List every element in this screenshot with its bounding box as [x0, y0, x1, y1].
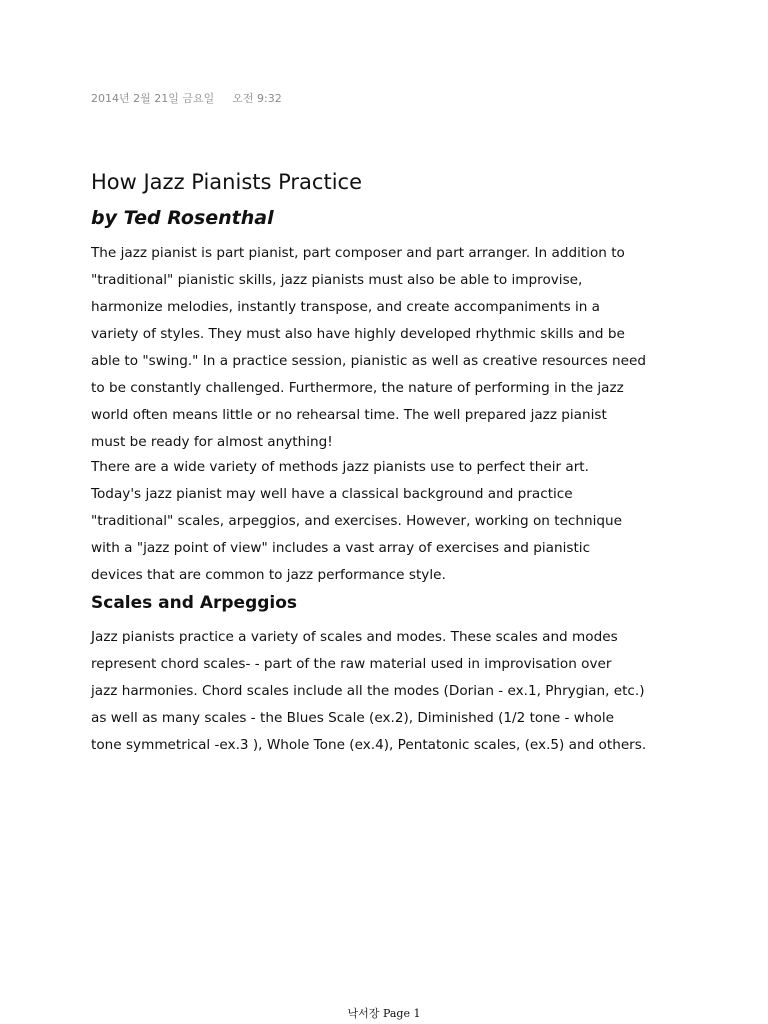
text-line: jazz harmonies. Chord scales include all the modes (Dorian - ex.1, Phrygian, etc.): [91, 683, 645, 699]
text-line: as well as many scales - the Blues Scale (ex.2), Diminished (1/2 tone - whole: [91, 710, 614, 726]
document-page: [91, 0, 691, 1024]
text-line: with a "jazz point of view" includes a vast array of exercises and pianistic: [91, 540, 591, 556]
footer-label: 낙서장: [347, 1007, 380, 1020]
text-line: Today's jazz pianist may well have a classical background and practice: [91, 486, 573, 502]
paragraph-methods: [91, 454, 691, 589]
paragraph-scales: [91, 624, 691, 759]
text-line: to be constantly challenged. Furthermore, the nature of performing in the jazz: [91, 380, 624, 396]
text-line: able to "swing." In a practice session, pianistic as well as creative resources need: [91, 353, 647, 369]
text-line: "traditional" scales, arpeggios, and exercises. However, working on technique: [91, 513, 623, 529]
date-stamp: [91, 90, 282, 106]
text-line: tone symmetrical -ex.3 ), Whole Tone (ex.4), Pentatonic scales, (ex.5) and others.: [91, 737, 647, 753]
text-line: harmonize melodies, instantly transpose, and create accompaniments in a: [91, 299, 601, 315]
time-text: 오전 9:32: [232, 92, 282, 105]
text-line: devices that are common to jazz performance style.: [91, 567, 446, 583]
text-line: world often means little or no rehearsal time. The well prepared jazz pianist: [91, 407, 607, 423]
text-line: variety of styles. They must also have highly developed rhythmic skills and be: [91, 326, 625, 342]
page-footer: [0, 1005, 768, 1021]
text-line: must be ready for almost anything!: [91, 434, 333, 450]
article-author: by Ted Rosenthal: [91, 207, 274, 229]
text-line: Jazz pianists practice a variety of scales and modes. These scales and modes: [91, 629, 618, 645]
text-line: There are a wide variety of methods jazz pianists use to perfect their art.: [91, 459, 589, 475]
date-text: 2014년 2월 21일 금요일: [91, 92, 215, 105]
article-title: How Jazz Pianists Practice: [91, 170, 362, 194]
page-number: Page 1: [382, 1007, 421, 1020]
section-heading-scales: Scales and Arpeggios: [91, 593, 298, 613]
text-line: The jazz pianist is part pianist, part composer and part arranger. In addition to: [91, 245, 625, 261]
text-line: represent chord scales- - part of the raw material used in improvisation over: [91, 656, 612, 672]
paragraph-intro: [91, 240, 691, 456]
text-line: "traditional" pianistic skills, jazz pianists must also be able to improvise,: [91, 272, 583, 288]
